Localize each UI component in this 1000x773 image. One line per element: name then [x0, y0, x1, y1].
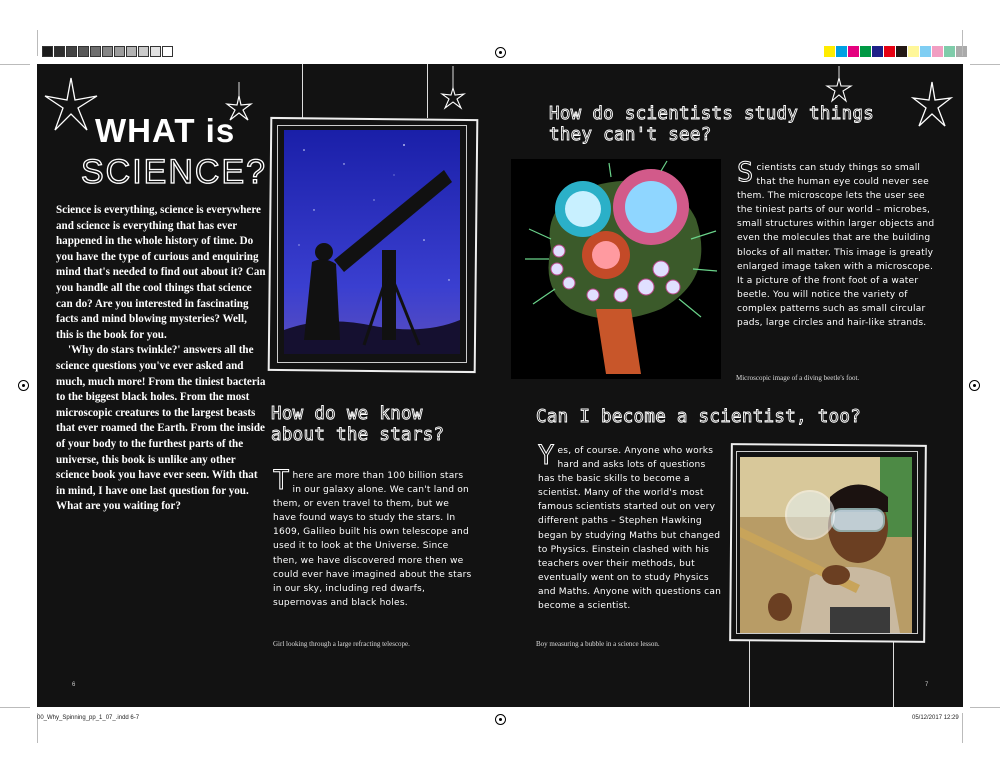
become-dropcap: Y [538, 440, 555, 471]
star-doodle-icon [41, 74, 101, 134]
hanging-string [893, 641, 894, 707]
color-swatch [920, 46, 931, 57]
page-title-line1: WHAT is [95, 112, 236, 149]
slug-date-time: 05/12/2017 12:29 [912, 715, 959, 721]
grey-swatch [78, 46, 89, 57]
registration-mark-icon [495, 714, 506, 725]
registration-mark-icon [495, 47, 506, 58]
hanging-string [302, 64, 303, 118]
telescope-caption: Girl looking through a large refracting telescope. [273, 640, 410, 648]
hanging-string [427, 64, 428, 118]
grey-swatch [150, 46, 161, 57]
grey-swatch [66, 46, 77, 57]
grey-swatch [90, 46, 101, 57]
registration-mark-icon [969, 380, 980, 391]
become-body-text: es, of course. Anyone who works hard and asks lots of questions has the basic skills to become a scientist. Many of the world's most famous scientists started out on very different paths – Stephen Hawking began by studying Maths but changed to Physics. Einstein clashed with his teachers over their methods, but eventually went on to study Physics and Maths. Anyone with questions can become a scientist. [538, 446, 722, 612]
color-swatch [908, 46, 919, 57]
color-swatch [872, 46, 883, 57]
scientists-heading: How do scientists study things they can't see? [549, 104, 875, 145]
grey-swatch [54, 46, 65, 57]
grey-swatch [102, 46, 113, 57]
intro-text [56, 203, 266, 515]
become-body [538, 440, 723, 613]
telescope-photo [284, 130, 460, 354]
become-heading: Can I become a scientist, too? [536, 407, 862, 427]
crop-mark [970, 707, 1000, 708]
stars-heading: How do we know about the stars? [271, 404, 445, 445]
color-swatch [884, 46, 895, 57]
crop-mark [962, 30, 963, 56]
page-number-right: 7 [925, 682, 929, 688]
intro-paragraph-2: 'Why do stars twinkle?' answers all the science questions you've ever asked and much, much more! From the tiniest bacteria to the biggest black holes. From the most microscopic creatures to the largest beasts that ever roamed the Earth. From the inside of your body to the furthest parts of the universe, this book is unlike any other science book you have ever seen. With that in mind, I have one last question for you. What are you waiting for? [56, 344, 266, 513]
color-swatch [944, 46, 955, 57]
intro-paragraph-1: Science is everything, science is everywhere and science is everything that has ever happened in the whole history of time. Do you have the type of curious and enquiring mind that's needed to find out about it? Can you handle all the cool things that science can do? Are you interested in fascinating facts and mind blowing mysteries? Well, this is the book for you. [56, 204, 266, 341]
star-doodle-icon [437, 66, 469, 112]
scientists-body-text: cientists can study things so small that the human eye could never see them. The microscope lets the user see the tiniest parts of our world – microbes, small structures within larger objects and even the molecules that are the building blocks of all matter. This image is greatly enlarged image taken with a microscope. It a picture of the front foot of a water beetle. You will notice the variety of complex patterns such as small circular pads, large circles and hair-like strands. [737, 163, 935, 329]
color-swatch [836, 46, 847, 57]
crop-mark [37, 30, 38, 56]
crop-mark [962, 713, 963, 743]
grey-swatch [162, 46, 173, 57]
grey-swatch [42, 46, 53, 57]
scientists-dropcap: S [737, 157, 754, 188]
boy-photo [740, 457, 912, 633]
beetle-foot-micrograph [511, 159, 721, 379]
crop-mark [0, 64, 30, 65]
beetle-caption: Microscopic image of a diving beetle's foot. [736, 374, 860, 382]
boy-caption: Boy measuring a bubble in a science lesson. [536, 640, 660, 648]
crop-mark [0, 707, 30, 708]
star-doodle-icon [823, 66, 855, 106]
hanging-string [749, 641, 750, 707]
color-swatch [860, 46, 871, 57]
color-swatch [824, 46, 835, 57]
color-swatch [848, 46, 859, 57]
crop-mark [970, 64, 1000, 65]
page-number-left: 6 [72, 682, 76, 688]
grey-swatch [138, 46, 149, 57]
slug-file-name: 00_Why_Spinning_pp_1_07_.indd 6-7 [37, 715, 140, 721]
scientists-body [737, 157, 937, 330]
star-doodle-icon [909, 78, 955, 130]
color-swatch [932, 46, 943, 57]
registration-mark-icon [18, 380, 29, 391]
color-swatch [896, 46, 907, 57]
stars-body-text: here are more than 100 billion stars in our galaxy alone. We can't land on them, or even travel to them, but we have found ways to study the stars. In 1609, Galileo built his own telescope and used it to look at the Universe. Since then, we have discovered more then we could ever have imagined about the stars in our sky, including red dwarfs, supernovas and black holes. [273, 471, 472, 608]
book-spread [37, 64, 963, 707]
stars-body [273, 465, 473, 610]
stars-dropcap: T [273, 465, 290, 496]
page-title-line2: SCIENCE? [81, 153, 268, 191]
grey-swatch [126, 46, 137, 57]
grey-swatch [114, 46, 125, 57]
